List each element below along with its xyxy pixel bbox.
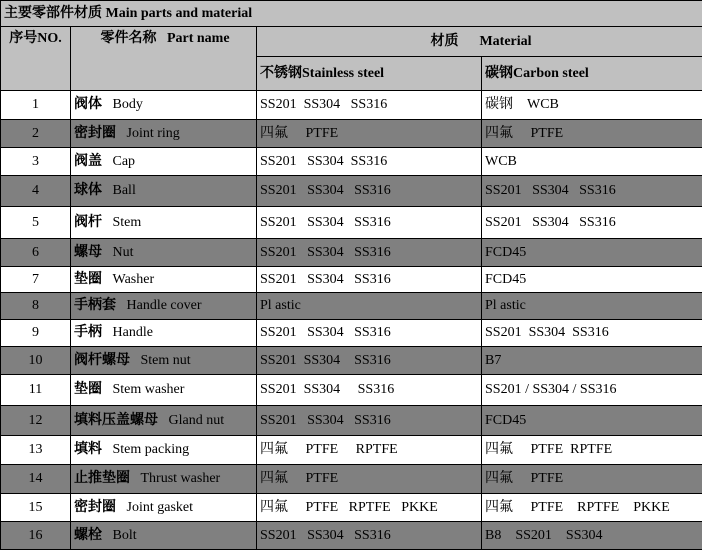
header-stainless: 不锈钢Stainless steel — [257, 57, 482, 91]
row-part-name — [71, 465, 257, 494]
header-part-name-cn: 零件名称 — [100, 31, 157, 46]
row-stainless: SS201 SS304 SS316 — [257, 91, 482, 120]
part-name-en: Stem packing — [112, 442, 190, 457]
part-name-en: Handle — [112, 325, 153, 340]
row-no: 16 — [1, 522, 71, 550]
part-name-cn: 手柄 — [74, 325, 102, 340]
row-no: 13 — [1, 436, 71, 465]
part-name-en: Stem — [112, 214, 142, 230]
part-name-cn: 填料 — [74, 442, 102, 457]
row-part-name — [71, 406, 257, 436]
table-row — [1, 91, 702, 120]
row-no: 6 — [1, 239, 71, 267]
part-name-en: Washer — [112, 271, 155, 287]
part-name-cn: 螺母 — [74, 244, 102, 260]
row-carbon: WCB — [482, 148, 702, 176]
row-stainless: SS201 SS304 SS316 — [257, 207, 482, 239]
row-carbon: 碳钢 WCB — [482, 91, 702, 120]
row-part-name — [71, 239, 257, 267]
part-name-en: Thrust washer — [140, 471, 221, 486]
table-row — [1, 406, 702, 436]
row-no: 9 — [1, 320, 71, 347]
row-no: 7 — [1, 267, 71, 293]
row-part-name — [71, 176, 257, 207]
table-row — [1, 436, 702, 465]
row-carbon: 四氟 PTFE — [482, 120, 702, 148]
row-part-name — [71, 436, 257, 465]
row-carbon: SS201 / SS304 / SS316 — [482, 375, 702, 406]
row-no: 1 — [1, 91, 71, 120]
row-stainless: SS201 SS304 SS316 — [257, 406, 482, 436]
part-name-cn: 垫圈 — [74, 382, 102, 397]
part-name-cn: 阀杆螺母 — [74, 352, 130, 368]
part-name-cn: 止推垫圈 — [74, 471, 130, 486]
table-row — [1, 120, 702, 148]
row-part-name — [71, 91, 257, 120]
row-part-name — [71, 267, 257, 293]
row-stainless: SS201 SS304 SS316 — [257, 267, 482, 293]
row-stainless: Pl astic — [257, 293, 482, 320]
part-name-en: Nut — [112, 244, 134, 260]
row-part-name — [71, 522, 257, 550]
table-row — [1, 465, 702, 494]
row-part-name — [71, 347, 257, 375]
table-row — [1, 207, 702, 239]
row-part-name — [71, 320, 257, 347]
part-name-en: Cap — [112, 153, 136, 169]
row-carbon: FCD45 — [482, 239, 702, 267]
row-no: 5 — [1, 207, 71, 239]
row-stainless: 四氟 PTFE — [257, 465, 482, 494]
row-stainless: SS201 SS304 SS316 — [257, 148, 482, 176]
row-no: 14 — [1, 465, 71, 494]
part-name-cn: 阀体 — [74, 97, 102, 112]
table-row — [1, 176, 702, 207]
row-carbon: 四氟 PTFE RPTFE PKKE — [482, 494, 702, 522]
row-no: 2 — [1, 120, 71, 148]
table-row — [1, 148, 702, 176]
table-row — [1, 293, 702, 320]
row-part-name — [71, 207, 257, 239]
row-no: 3 — [1, 148, 71, 176]
table-row — [1, 494, 702, 522]
row-stainless: SS201 SS304 SS316 — [257, 176, 482, 207]
part-name-cn: 球体 — [74, 183, 102, 198]
part-name-cn: 手柄套 — [74, 298, 116, 313]
table-row — [1, 320, 702, 347]
row-stainless: SS201 SS304 SS316 — [257, 239, 482, 267]
row-carbon: Pl astic — [482, 293, 702, 320]
row-part-name — [71, 375, 257, 406]
header-row — [1, 27, 702, 57]
row-stainless: SS201 SS304 SS316 — [257, 320, 482, 347]
part-name-cn: 密封圈 — [74, 125, 116, 141]
part-name-cn: 阀盖 — [74, 153, 102, 169]
table-row — [1, 347, 702, 375]
part-name-cn: 垫圈 — [74, 271, 102, 287]
row-part-name — [71, 148, 257, 176]
table-row — [1, 267, 702, 293]
row-carbon: 四氟 PTFE RPTFE — [482, 436, 702, 465]
row-carbon: SS201 SS304 SS316 — [482, 207, 702, 239]
part-name-en: Joint gasket — [126, 499, 193, 515]
header-material-en: Material — [479, 33, 532, 49]
row-part-name — [71, 494, 257, 522]
header-carbon: 碳钢Carbon steel — [482, 57, 702, 91]
header-part-name-en: Part name — [166, 31, 230, 46]
row-part-name — [71, 120, 257, 148]
part-name-cn: 螺栓 — [74, 527, 102, 543]
part-name-en: Stem washer — [112, 382, 185, 397]
part-name-cn: 密封圈 — [74, 499, 116, 515]
part-name-en: Ball — [112, 183, 136, 198]
row-carbon: 四氟 PTFE — [482, 465, 702, 494]
row-stainless: 四氟 PTFE RPTFE — [257, 436, 482, 465]
row-stainless: SS201 SS304 SS316 — [257, 347, 482, 375]
table-title: 主要零部件材质 Main parts and material — [1, 1, 702, 27]
row-part-name — [71, 293, 257, 320]
part-name-cn: 填料压盖螺母 — [74, 412, 158, 428]
part-name-cn: 阀杆 — [74, 214, 102, 230]
row-no: 10 — [1, 347, 71, 375]
table-row — [1, 522, 702, 550]
table-title-row — [1, 1, 702, 27]
part-name-en: Body — [112, 97, 143, 112]
row-carbon: FCD45 — [482, 406, 702, 436]
table-row — [1, 375, 702, 406]
row-stainless: SS201 SS304 SS316 — [257, 375, 482, 406]
row-carbon: FCD45 — [482, 267, 702, 293]
row-carbon: SS201 SS304 SS316 — [482, 320, 702, 347]
header-material — [257, 27, 702, 57]
part-name-en: Bolt — [112, 527, 137, 543]
row-stainless: 四氟 PTFE RPTFE PKKE — [257, 494, 482, 522]
header-no: 序号NO. — [1, 27, 71, 91]
part-name-en: Stem nut — [140, 352, 191, 368]
row-no: 8 — [1, 293, 71, 320]
row-no: 15 — [1, 494, 71, 522]
row-carbon: B7 — [482, 347, 702, 375]
header-material-cn: 材质 — [430, 33, 459, 49]
row-no: 12 — [1, 406, 71, 436]
row-stainless: SS201 SS304 SS316 — [257, 522, 482, 550]
row-no: 4 — [1, 176, 71, 207]
part-name-en: Gland nut — [168, 412, 225, 428]
part-name-en: Joint ring — [126, 125, 180, 141]
part-name-en: Handle cover — [126, 298, 202, 313]
header-part-name — [71, 27, 257, 91]
row-carbon: B8 SS201 SS304 — [482, 522, 702, 550]
row-no: 11 — [1, 375, 71, 406]
row-stainless: 四氟 PTFE — [257, 120, 482, 148]
table-row — [1, 239, 702, 267]
row-carbon: SS201 SS304 SS316 — [482, 176, 702, 207]
